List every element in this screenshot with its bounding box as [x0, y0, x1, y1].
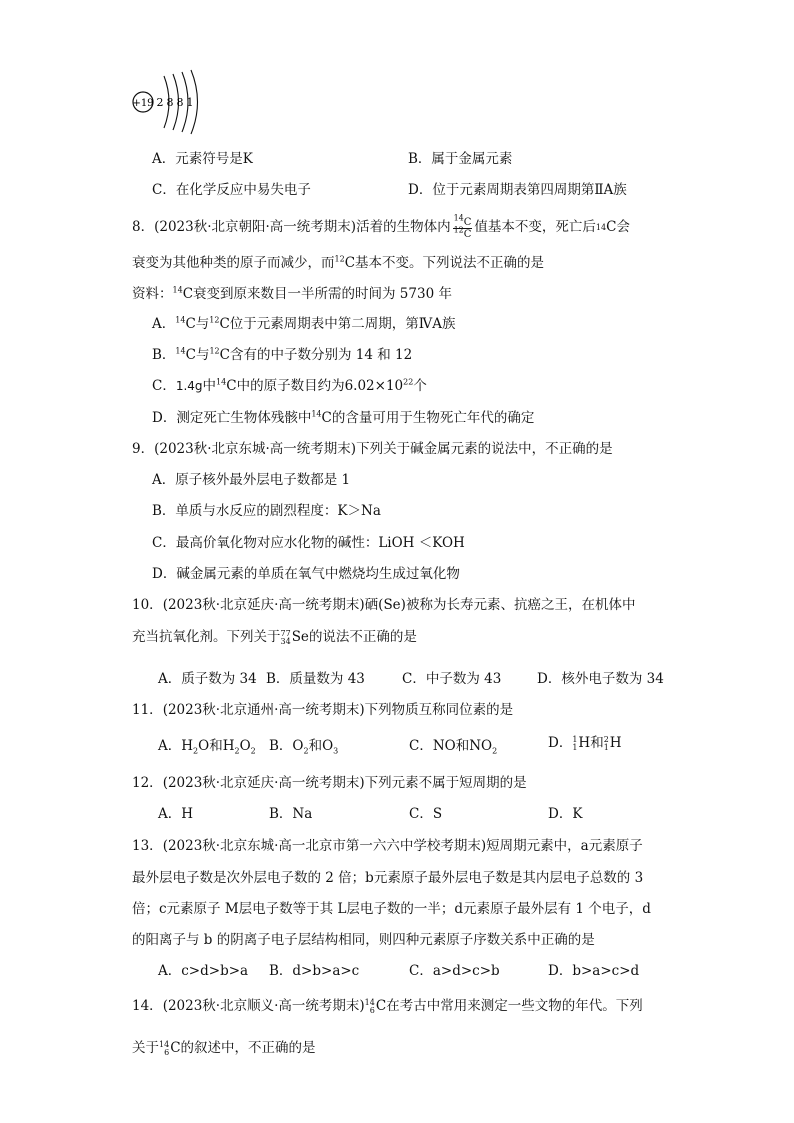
- q11-stem: 11．(2023秋·北京通州·高一统考期末)下列物质互称同位素的是: [132, 702, 514, 718]
- question-number: 9．: [132, 441, 155, 457]
- question-number: 8．: [132, 219, 155, 236]
- q10-stem-line1: 10．(2023秋·北京延庆·高一统考期末)硒(Se)被称为长寿元素、抗癌之王，在机体中: [132, 597, 636, 613]
- q7-option-c[interactable]: C．在化学反应中易失电子: [152, 182, 311, 198]
- q10-option-d[interactable]: D．核外电子数为 34: [537, 671, 664, 687]
- q9-option-a[interactable]: A．原子核外最外层电子数都是 1: [152, 472, 351, 488]
- q12-option-c[interactable]: C．S: [409, 806, 443, 822]
- q7-option-b[interactable]: B．属于金属元素: [408, 151, 513, 167]
- q11-option-b[interactable]: B．$O_2$和$O_3$: [269, 738, 339, 756]
- q7-option-d[interactable]: D．位于元素周期表第四周期第ⅡA族: [408, 182, 627, 198]
- q8-stem-line2: 衰变为其他种类的原子而减少，而$^{12}$C基本不变。下列说法不正确的是: [132, 254, 545, 271]
- shell-electrons-3: 8: [176, 96, 184, 109]
- atom-structure-diagram: [128, 64, 208, 136]
- q13-stem-line2: 最外层电子数是次外层电子数的 2 倍；b元素原子最外层电子数是其内层电子总数的 3: [132, 870, 644, 886]
- q8-option-d[interactable]: D．测定死亡生物体残骸中$^{14}$C的含量可用于生物死亡年代的确定: [152, 409, 535, 426]
- question-source: (2023秋·北京东城·高一北京市第一六六中学校考期末): [162, 838, 487, 854]
- q9-option-d[interactable]: D．碱金属元素的单质在氧气中燃烧均生成过氧化物: [152, 566, 460, 582]
- q10-option-b[interactable]: B．质量数为 43: [266, 671, 365, 687]
- question-number: 12．: [132, 775, 163, 791]
- q9-option-b[interactable]: B．单质与水反应的剧烈程度：K＞Na: [152, 503, 381, 519]
- carbon-isotope-notation: 14 6: [364, 998, 375, 1015]
- q8-option-a[interactable]: A．$^{14}$C与$^{12}$C位于元素周期表中第二周期，第ⅣA族: [152, 315, 456, 332]
- selenium-isotope-notation: 77 34: [280, 629, 291, 646]
- q9-stem: 9．(2023秋·北京东城·高一统考期末)下列关于碱金属元素的说法中，不正确的是: [132, 441, 613, 457]
- nucleus-charge: +19: [132, 98, 154, 109]
- q8-option-c[interactable]: C．1.4g中$^{14}$C中的原子数目约为$6.02\times 10^{22}$个: [152, 377, 427, 394]
- q14-stem-line1: 14． (2023秋·北京顺义·高一统考期末) 14 6 C 在考古中常用来测定一些文物的年代。下列: [132, 998, 643, 1015]
- shell-electrons-2: 8: [166, 96, 174, 109]
- q14-stem-line2: 关于 14 6 C 的叙述中，不正确的是: [132, 1040, 316, 1057]
- q8-option-b[interactable]: B．$^{14}$C与$^{12}$C含有的中子数分别为 14 和 12: [152, 346, 413, 363]
- q8-stem-line1: 8． (2023秋·北京朝阳·高一统考期末) 活着的生物体内 $\frac{^{14}C}{^{12}C}$ 值基本不变，死亡后 14 C会: [132, 213, 630, 240]
- q12-option-a[interactable]: A．H: [158, 806, 194, 822]
- q10-option-c[interactable]: C．中子数为 43: [402, 671, 502, 687]
- shell-electrons-1: 2: [156, 96, 164, 109]
- q11-option-a[interactable]: A．$H_2O$和$H_2O_2$: [158, 738, 256, 756]
- shell-electrons-4: 1: [186, 96, 194, 109]
- question-number: 10．: [132, 597, 163, 613]
- question-source: (2023秋·北京东城·高一统考期末): [154, 441, 357, 457]
- q11-option-c[interactable]: C．NO和$NO_2$: [409, 738, 498, 756]
- q10-option-a[interactable]: A．质子数为 34: [158, 671, 257, 687]
- question-source: (2023秋·北京延庆·高一统考期末): [162, 775, 365, 791]
- q12-stem: 12．(2023秋·北京延庆·高一统考期末)下列元素不属于短周期的是: [132, 775, 527, 791]
- question-number: 13．: [132, 838, 163, 854]
- q13-stem-line4: 的阳离子与 b 的阴离子电子层结构相同，则四种元素原子序数关系中正确的是: [132, 932, 595, 948]
- carbon-isotope-notation: 14 6: [159, 1040, 170, 1057]
- question-source: (2023秋·北京朝阳·高一统考期末): [154, 219, 357, 236]
- q12-option-b[interactable]: B．Na: [269, 806, 313, 822]
- q13-option-a[interactable]: A．c>d>b>a: [158, 963, 249, 979]
- q12-option-d[interactable]: D．K: [548, 806, 583, 822]
- q10-stem-line2: 充当抗氧化剂。下列关于 77 34 Se 的说法不正确的是: [132, 629, 417, 646]
- question-number: 11．: [132, 702, 163, 718]
- q13-option-b[interactable]: B．d>b>a>c: [269, 963, 360, 979]
- q13-stem-line1: 13．(2023秋·北京东城·高一北京市第一六六中学校考期末)短周期元素中，a元素原子: [132, 838, 643, 854]
- isotope-ratio-fraction: $\frac{^{14}C}{^{12}C}$: [453, 213, 472, 240]
- q7-option-a[interactable]: A．元素符号是K: [152, 151, 253, 167]
- q13-option-c[interactable]: C．a>d>c>b: [409, 963, 500, 979]
- question-number: 14．: [132, 998, 163, 1015]
- question-source: (2023秋·北京延庆·高一统考期末): [162, 597, 365, 613]
- q13-option-d[interactable]: D．b>a>c>d: [548, 963, 640, 979]
- q9-option-c[interactable]: C．最高价氧化物对应水化物的碱性：LiOH ＜KOH: [152, 535, 465, 551]
- question-source: (2023秋·北京通州·高一统考期末): [162, 702, 365, 718]
- question-source: (2023秋·北京顺义·高一统考期末): [162, 998, 365, 1015]
- q11-option-d[interactable]: D． 1 1 H和 2 1 H: [548, 735, 622, 752]
- q8-info: 资料：$^{14}$C衰变到原来数目一半所需的时间为 5730 年: [132, 285, 452, 302]
- q13-stem-line3: 倍；c元素原子 M层电子数等于其 L层电子数的一半；d元素原子最外层有 1 个电子，d: [132, 901, 651, 917]
